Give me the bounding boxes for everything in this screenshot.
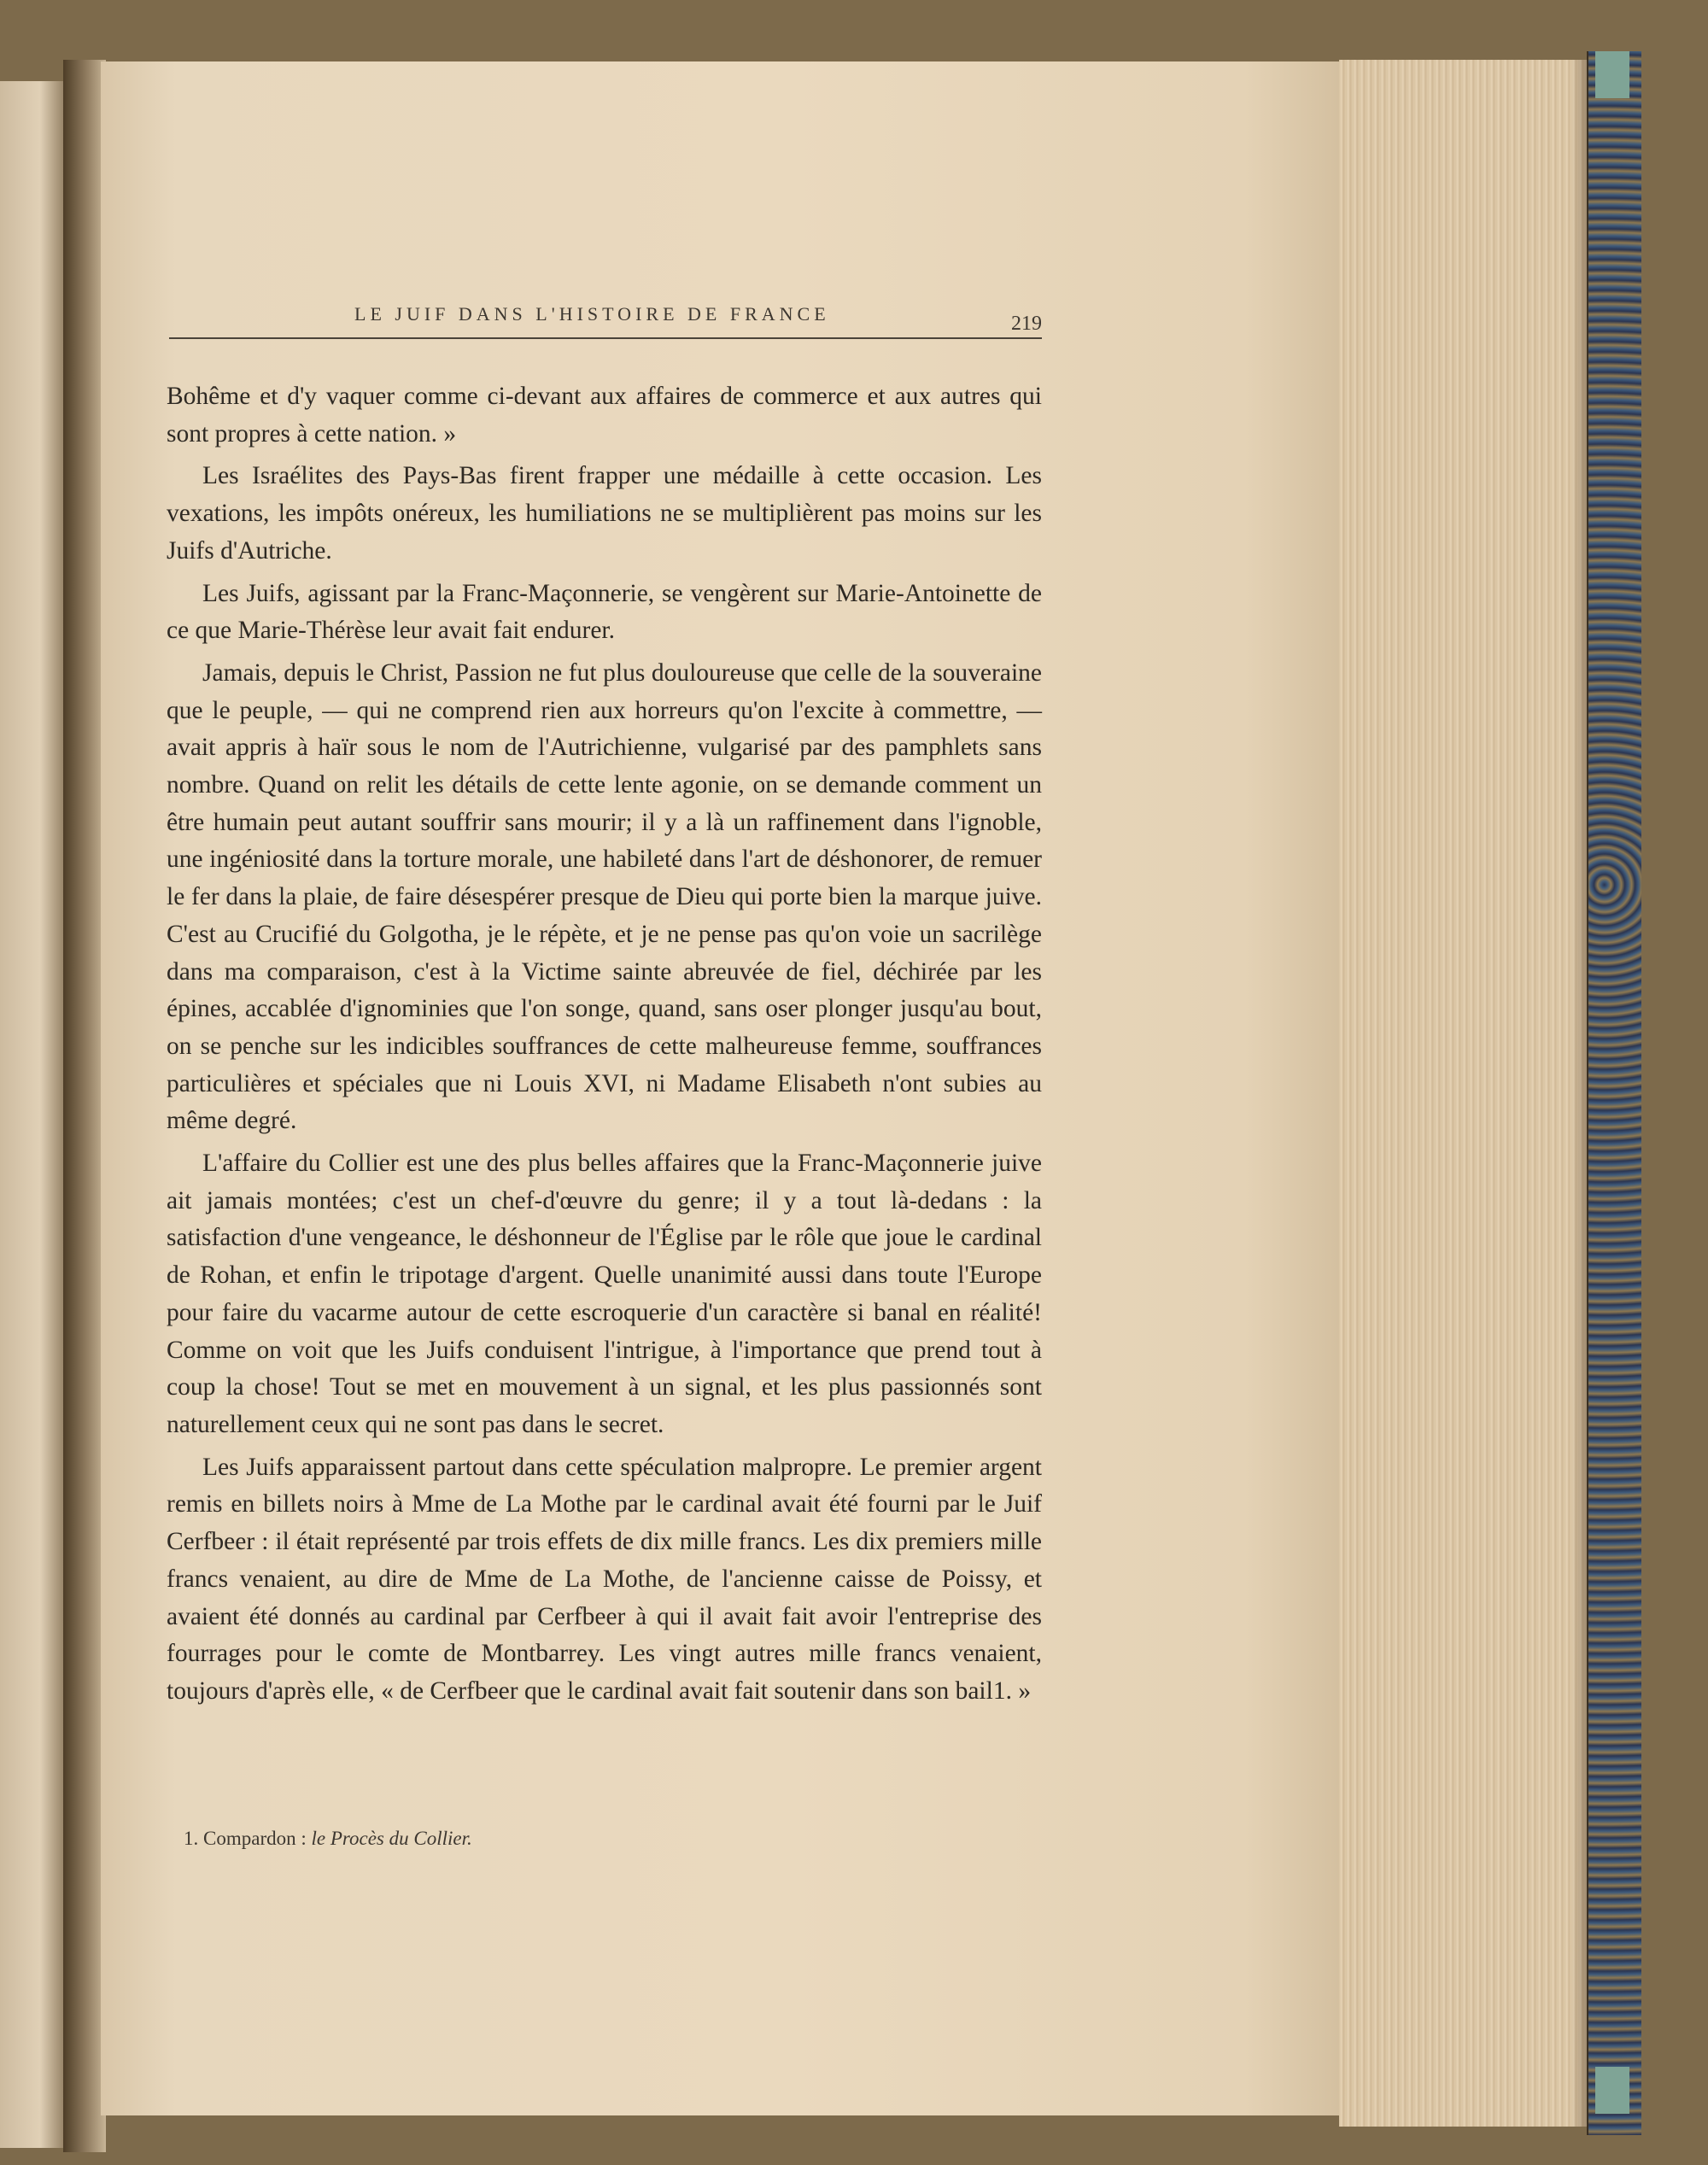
- paragraph: L'affaire du Collier est une des plus belles affaires que la Franc-Maçonnerie juive ait jamais montées; c'est un chef-d'œuvre du genre; il y a tout là-dedans : la satisfaction d'une vengeance, le déshonneur de l'Église par le rôle que joue le cardinal de Rohan, et enfin le tripotage d'argent. Quelle unanimité aussi dans toute l'Europe pour faire du vacarme autour de cette escroquerie d'un caractère si banal en réalité! Comme on voit que les Juifs conduisent l'intrigue, à l'importance que prend tout à coup la chose! Tout se met en mouvement à un signal, et les plus passionnés sont naturellement ceux qui ne sont pas dans le secret.: [167, 1150, 1042, 1438]
- header-rule: [169, 337, 1042, 339]
- page-number: 219: [1011, 313, 1042, 335]
- cover-corner-top: [1595, 51, 1629, 98]
- footnote-title: le Procès du Collier.: [311, 1828, 472, 1849]
- page-content: [167, 299, 1042, 1887]
- facing-page-edge: [0, 81, 67, 2148]
- page-block-edges: [1339, 60, 1587, 2127]
- body-text: [167, 378, 1042, 1716]
- cover-corner-bottom: [1595, 2067, 1629, 2114]
- paragraph: Les Juifs apparaissent partout dans cette spéculation malpropre. Le premier argent remis en billets noirs à Mme de La Mothe par le cardinal avait été fourni par le Juif Cerfbeer : il était représenté par trois effets de dix mille francs. Les dix premiers mille francs venaient, au dire de Mme de La Mothe, de l'ancienne caisse de Poissy, et avaient été donnés au cardinal par Cerfbeer à qui il avait fait avoir l'entreprise des fourrages pour le comte de Montbarrey. Les vingt autres mille francs venaient, toujours d'après elle, « de Cerfbeer que le cardinal avait fait soutenir dans son bail1. »: [167, 1453, 1042, 1705]
- paragraph: Jamais, depuis le Christ, Passion ne fut plus douloureuse que celle de la souveraine que le peuple, — qui ne comprend rien aux horreurs qu'on l'excite à commettre, — avait appris à haïr sous le nom de l'Autrichienne, vulgarisé par des pamphlets sans nombre. Quand on relit les détails de cette lente agonie, on se demande comment un être humain peut autant souffrir sans mourir; il y a là un raffinement dans l'ignoble, une ingéniosité dans la torture morale, une habileté dans l'art de déshonorer, de remuer le fer dans la plaie, de faire désespérer presque de Dieu qui porte bien la marque juive. C'est au Crucifié du Golgotha, je le répète, et je ne pense pas qu'on voie un sacrilège dans ma comparaison, c'est à la Victime sainte abreuvée de fiel, déchirée par les épines, accablée d'ignominies que l'on songe, quand, sans oser plonger jusqu'au bout, on se penche sur les indicibles souffrances de cette malheureuse femme, souffrances particulières et spéciales que ni Louis XVI, ni Madame Elisabeth n'ont subies au même degré.: [167, 658, 1042, 1135]
- paragraph: Bohême et d'y vaquer comme ci-devant aux affaires de commerce et aux autres qui sont propres à cette nation. »: [167, 383, 1042, 448]
- paragraph: Les Juifs, agissant par la Franc-Maçonnerie, se vengèrent sur Marie-Antoinette de ce que Marie-Thérèse leur avait fait endurer.: [167, 579, 1042, 645]
- footnote-author: Compardon :: [203, 1828, 307, 1849]
- footnote: [184, 1828, 472, 1850]
- marbled-cover: [1587, 51, 1641, 2135]
- book-gutter: [63, 60, 106, 2152]
- running-title: LE JUIF DANS L'HISTOIRE DE FRANCE: [354, 303, 830, 325]
- footnote-number: 1.: [184, 1828, 199, 1849]
- running-head: [167, 299, 1042, 343]
- paragraph: Les Israélites des Pays-Bas firent frapper une médaille à cette occasion. Les vexations, les impôts onéreux, les humiliations ne se multiplièrent pas moins sur les Juifs d'Autriche.: [167, 462, 1042, 565]
